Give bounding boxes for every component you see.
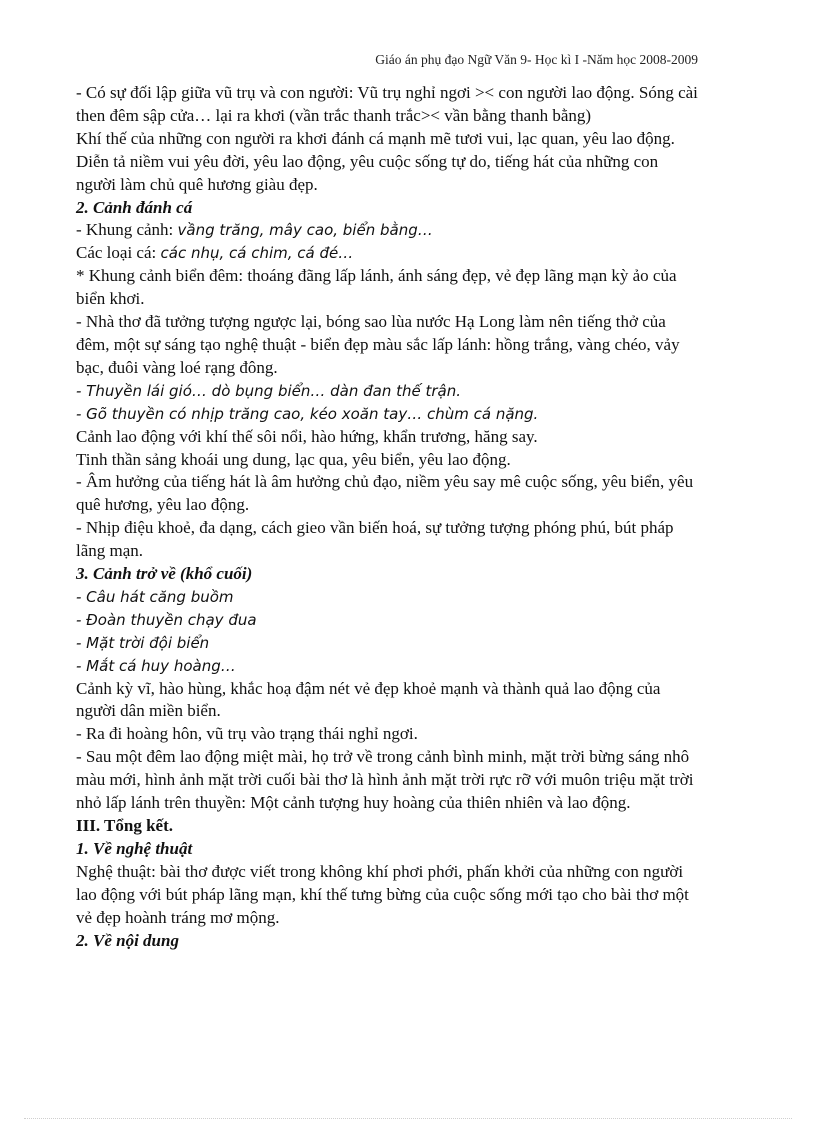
paragraph [76,242,698,265]
section-heading: 1. Về nghệ thuật [76,838,193,858]
quote-line: - Mặt trời đội biển [76,633,210,652]
paragraph: - Sau một đêm lao động miệt mài, họ trở về trong cảnh bình minh, mặt trời bừng sáng nhô màu mới, hình ảnh mặt trời cuối bài thơ là hình ảnh mặt trời rực rỡ với muôn triệu mặt trời nhỏ lấp lánh trên thuyền: Một cảnh tượng huy hoàng của thiên nhiên và lao động. [76,747,694,813]
paragraph: Diễn tả niềm vui yêu đời, yêu lao động, yêu cuộc sống tự do, tiếng hát của những con người làm chủ quê hương giàu đẹp. [76,151,659,194]
paragraph: - Âm hưởng của tiếng hát là âm hưởng chủ đạo, niềm yêu say mê cuộc sống, yêu biển, yêu quê hương, yêu lao động. [76,472,694,515]
paragraph: Cảnh lao động với khí thế sôi nổi, hào hứng, khẩn trương, hăng say. [76,426,538,446]
paragraph: Khí thế của những con người ra khơi đánh cá mạnh mẽ tươi vui, lạc quan, yêu lao động. [76,128,675,148]
quote-line: - Mắt cá huy hoàng… [76,656,236,675]
italic-run: vầng trăng, mây cao, biển bằng… [177,221,433,240]
footer-divider [24,1118,792,1119]
paragraph: Cảnh kỳ vĩ, hào hùng, khắc hoạ đậm nét vẻ đẹp khoẻ mạnh và thành quả lao động của người dân miền biển. [76,678,661,721]
paragraph [76,219,698,242]
section-heading: 2. Về nội dung [76,930,179,950]
paragraph: Tinh thần sảng khoái ung dung, lạc qua, yêu biển, yêu lao động. [76,449,511,469]
quote-line: - Đoàn thuyền chạy đua [76,610,257,629]
paragraph: * Khung cảnh biển đêm: thoáng đãng lấp lánh, ánh sáng đẹp, vẻ đẹp lãng mạn kỳ ảo của biển khơi. [76,266,677,309]
main-heading: III. Tổng kết. [76,816,173,835]
quote-line: - Thuyền lái gió… dò bụng biển… dàn đan thế trận. [76,381,462,400]
section-heading: 2. Cảnh đánh cá [76,197,193,217]
paragraph: - Nhà thơ đã tưởng tượng ngược lại, bóng sao lùa nước Hạ Long làm nên tiếng thở của đêm, một sự sáng tạo nghệ thuật - biển đẹp màu sắc lấp lánh: hồng trắng, vàng chéo, vảy bạc, đuôi vàng loé rạng đông. [76,312,680,377]
italic-run: các nhụ, cá chim, cá đé… [160,244,354,263]
text-run: - Khung cảnh: [76,220,178,240]
paragraph: - Có sự đối lập giữa vũ trụ và con người: Vũ trụ nghỉ ngơi >< con người lao động. Sóng cài then đêm sập cửa… lại ra khơi (vần trắc thanh trắc>< vần bằng thanh bằng) [76,83,698,125]
quote-line: - Câu hát căng buồm [76,587,234,606]
section-heading: 3. Cảnh trở về (khổ cuối) [76,564,253,584]
paragraph: - Ra đi hoàng hôn, vũ trụ vào trạng thái nghỉ ngơi. [76,724,418,744]
text-run: Các loại cá: [76,243,161,263]
paragraph: Nghệ thuật: bài thơ được viết trong không khí phơi phới, phấn khởi của những con người lao động với bút pháp lãng mạn, khí thế tưng bừng của cuộc sống mới tạo cho bài thơ một vẻ đẹp hoành tráng mơ mộng. [76,861,689,927]
paragraph: - Nhịp điệu khoẻ, đa dạng, cách gieo vần biến hoá, sự tưởng tượng phóng phú, bút pháp lãng mạn. [76,518,674,561]
quote-line: - Gõ thuyền có nhịp trăng cao, kéo xoăn tay… chùm cá nặng. [76,404,539,423]
document-body [76,82,698,952]
page-header: Giáo án phụ đạo Ngữ Văn 9- Học kì I -Năm học 2008-2009 [375,52,698,67]
